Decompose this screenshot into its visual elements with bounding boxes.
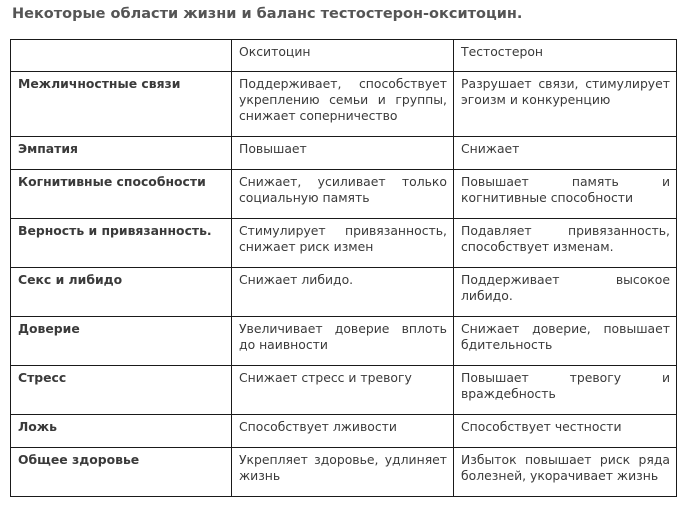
table-row [11,219,677,268]
oxytocin-cell: Стимулирует привязанность, снижает риск измен [232,219,454,268]
area-cell: Ложь [11,415,232,448]
table-row [11,317,677,366]
header-cell-area [11,40,232,72]
header-cell-testosterone: Тестостерон [454,40,677,72]
oxytocin-cell: Укрепляет здоровье, удлиняет жизнь [232,448,454,497]
area-cell: Секс и либидо [11,268,232,317]
area-cell: Когнитивные способности [11,170,232,219]
testosterone-cell: Снижает [454,137,677,170]
page-title: Некоторые области жизни и баланс тестостерон-окситоцин. [12,6,523,22]
table-row [11,137,677,170]
testosterone-cell: Повышает память и когнитивные способности [454,170,677,219]
header-cell-oxytocin: Окситоцин [232,40,454,72]
table-header-row [11,40,677,72]
oxytocin-cell: Снижает либидо. [232,268,454,317]
testosterone-cell: Разрушает связи, стимулирует эгоизм и конкуренцию [454,72,677,137]
testosterone-cell: Снижает доверие, повышает бдительность [454,317,677,366]
table-row [11,366,677,415]
oxytocin-cell: Снижает, усиливает только социальную память [232,170,454,219]
table-row [11,448,677,497]
testosterone-cell: Поддерживает высокое либидо. [454,268,677,317]
comparison-table [10,39,677,497]
area-cell: Верность и привязанность. [11,219,232,268]
area-cell: Межличностные связи [11,72,232,137]
testosterone-cell: Подавляет привязанность, способствует изменам. [454,219,677,268]
table-row [11,415,677,448]
table-row [11,170,677,219]
area-cell: Эмпатия [11,137,232,170]
table-row [11,72,677,137]
oxytocin-cell: Поддерживает, способствует укреплению семьи и группы, снижает соперничество [232,72,454,137]
oxytocin-cell: Способствует лживости [232,415,454,448]
table-row [11,268,677,317]
oxytocin-cell: Повышает [232,137,454,170]
area-cell: Доверие [11,317,232,366]
oxytocin-cell: Снижает стресс и тревогу [232,366,454,415]
testosterone-cell: Избыток повышает риск ряда болезней, укорачивает жизнь [454,448,677,497]
testosterone-cell: Способствует честности [454,415,677,448]
area-cell: Общее здоровье [11,448,232,497]
oxytocin-cell: Увеличивает доверие вплоть до наивности [232,317,454,366]
area-cell: Стресс [11,366,232,415]
testosterone-cell: Повышает тревогу и враждебность [454,366,677,415]
